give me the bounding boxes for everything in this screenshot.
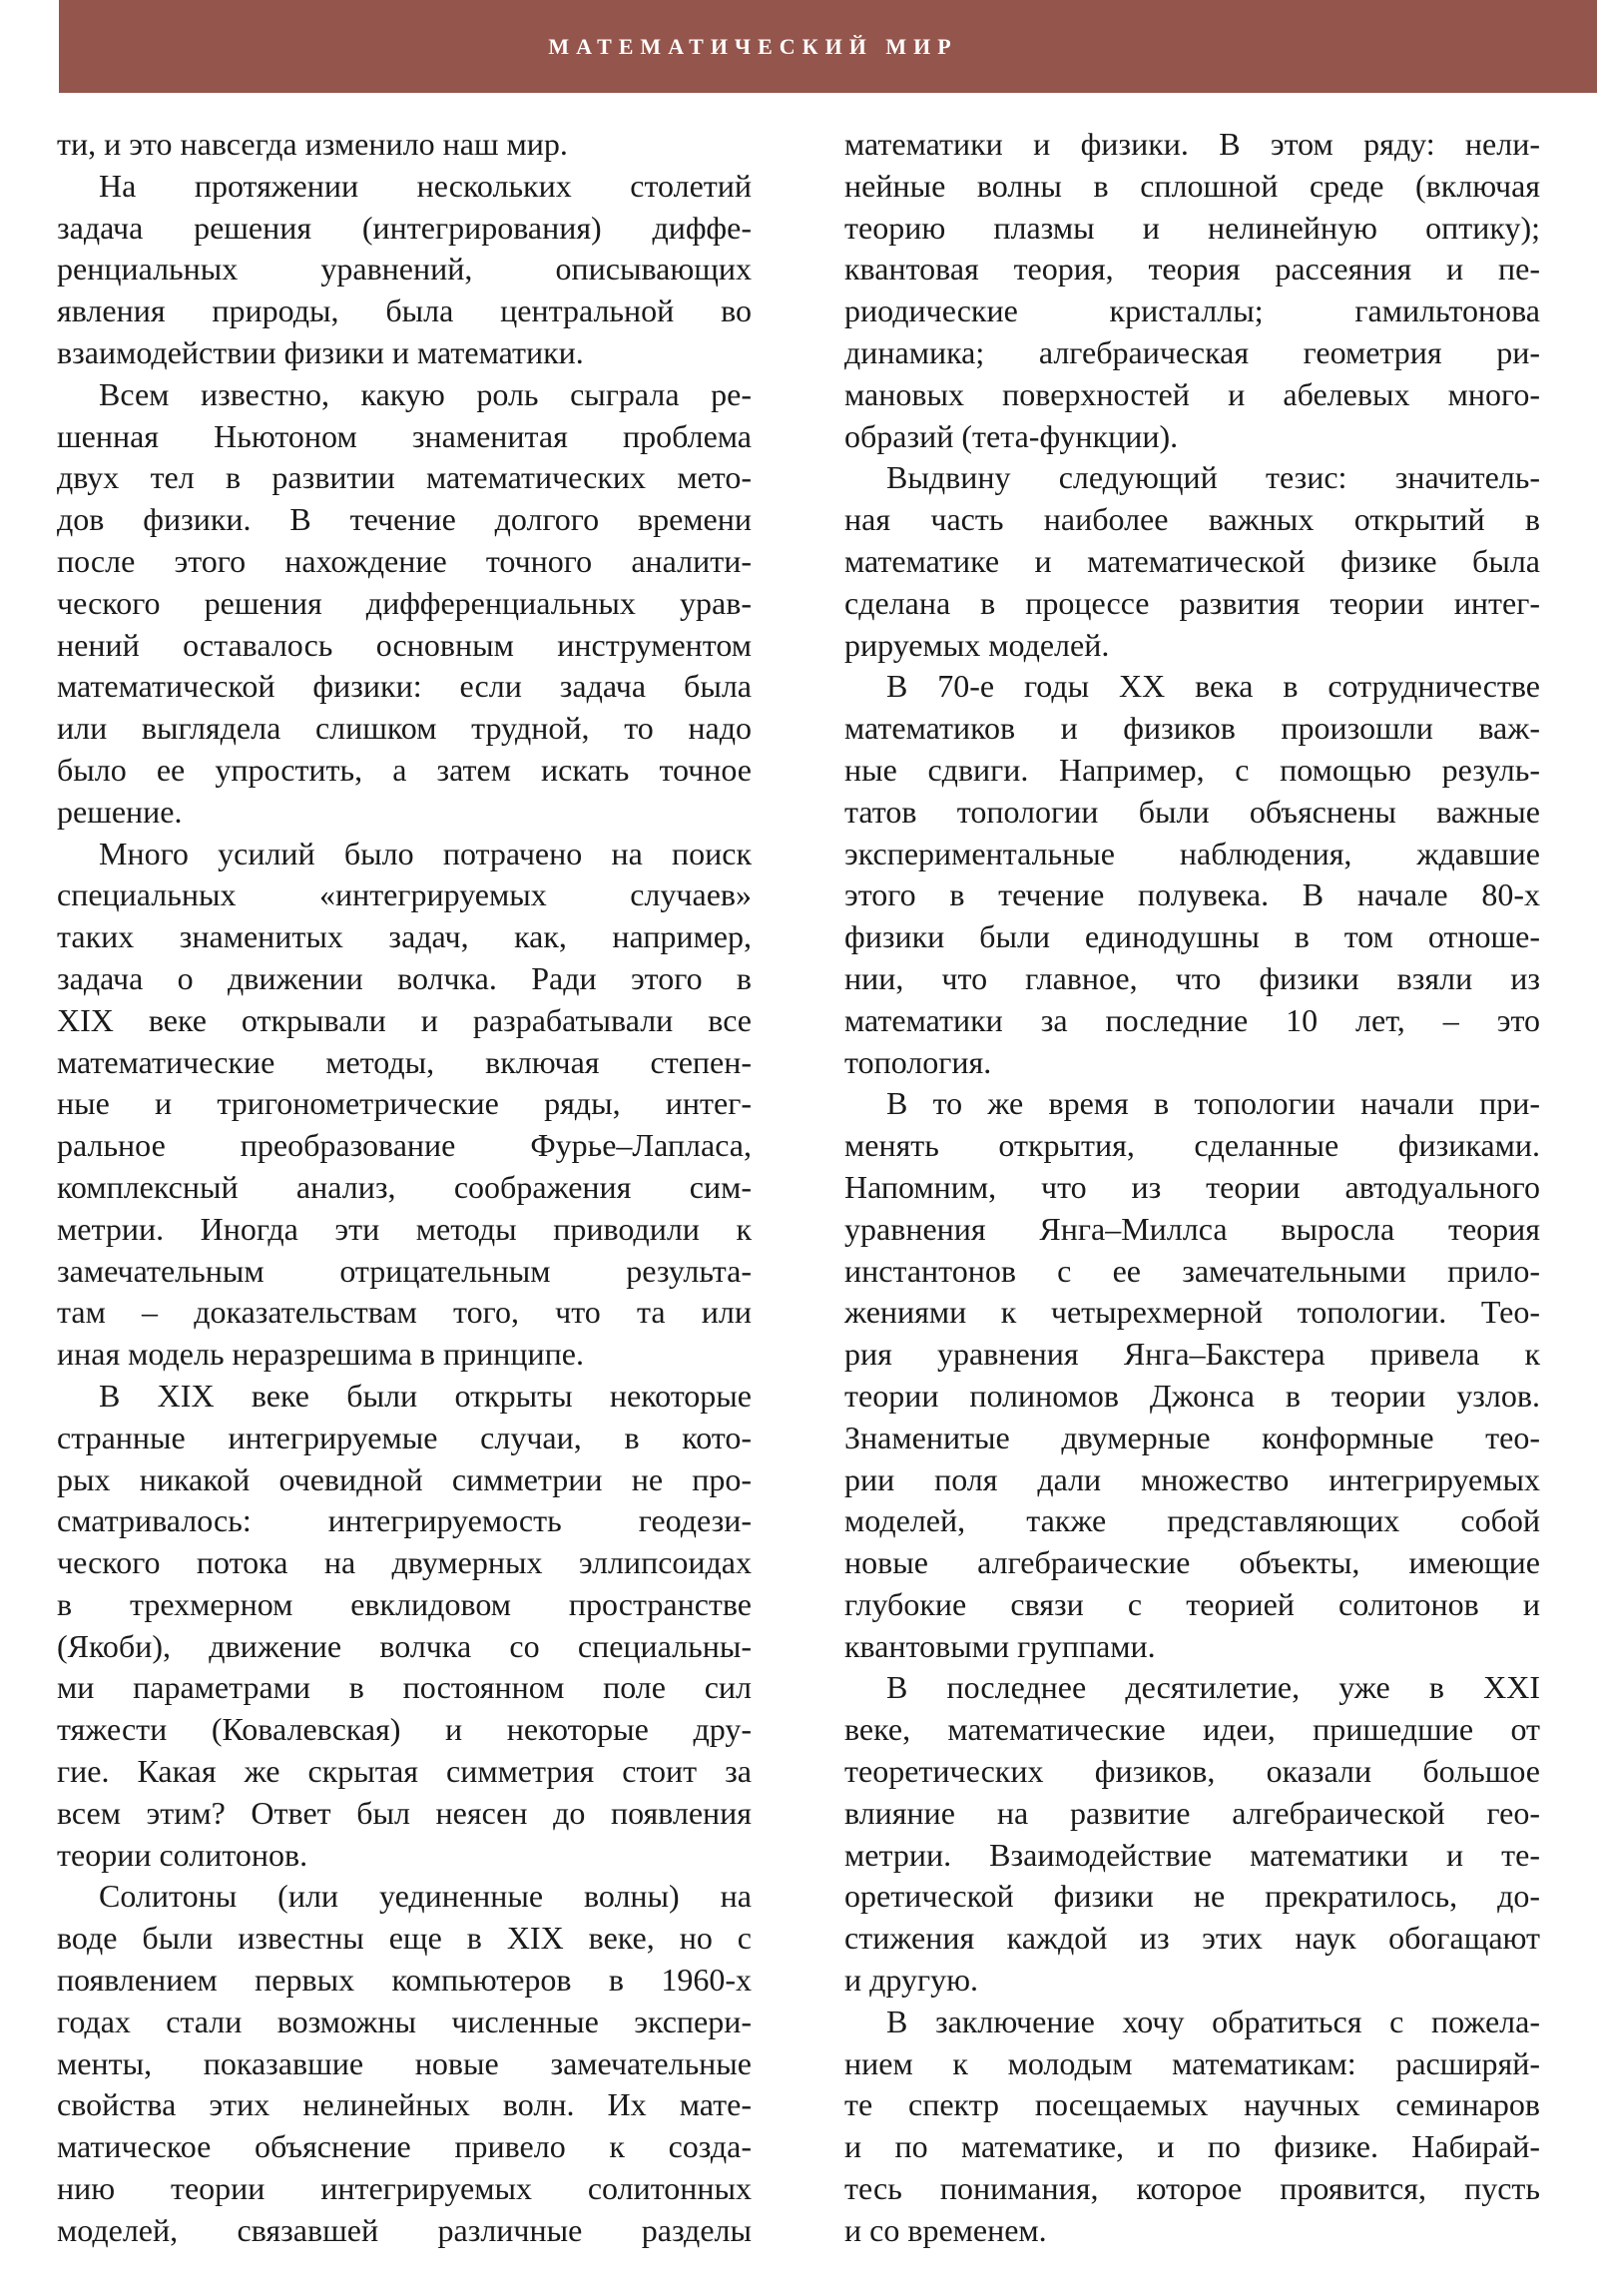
text-line: риодические кристаллы; гамильтонова bbox=[844, 292, 1540, 329]
text-line: теории полиномов Джонса в теории узлов. bbox=[844, 1377, 1540, 1414]
text-line: Много усилий было потрачено на поиск bbox=[99, 835, 752, 871]
text-line: ная часть наиболее важных открытий в bbox=[844, 501, 1540, 538]
text-line: свойства этих нелинейных волн. Их мате- bbox=[57, 2086, 752, 2123]
text-line: математики и физики. В этом ряду: нели- bbox=[844, 126, 1540, 162]
text-line: ми параметрами в постоянном поле сил bbox=[57, 1669, 752, 1706]
text-line: глубокие связи с теорией солитонов и bbox=[844, 1585, 1540, 1622]
text-line: XIX веке открывали и разрабатывали все bbox=[57, 1001, 752, 1038]
text-line: задача о движении волчка. Ради этого в bbox=[57, 959, 752, 996]
text-line: ренциальных уравнений, описывающих bbox=[57, 251, 752, 287]
text-line: всем этим? Ответ был неясен до появления bbox=[57, 1794, 752, 1831]
text-line: квантовая теория, теория рассеяния и пе- bbox=[844, 251, 1540, 287]
text-line: таких знаменитых задач, как, например, bbox=[57, 918, 752, 955]
text-line: моделей, связавшей различные разделы bbox=[57, 2211, 752, 2248]
text-line: мановых поверхностей и абелевых много- bbox=[844, 375, 1540, 412]
text-line: сматривалось: интегрируемость геодези- bbox=[57, 1502, 752, 1539]
text-line: тесь понимания, которое проявится, пусть bbox=[844, 2170, 1540, 2207]
text-line: явления природы, была центральной во bbox=[57, 292, 752, 329]
text-line: ные сдвиги. Например, с помощью резуль- bbox=[844, 751, 1540, 788]
text-line: образий (тета-функции). bbox=[844, 417, 1179, 454]
text-line: метрии. Иногда эти методы приводили к bbox=[57, 1210, 752, 1247]
text-line: ческого потока на двумерных эллипсоидах bbox=[57, 1544, 752, 1581]
text-line: комплексный анализ, соображения сим- bbox=[57, 1168, 752, 1205]
text-line: сделана в процессе развития теории интег- bbox=[844, 584, 1540, 621]
text-line: квантовыми группами. bbox=[844, 1627, 1156, 1664]
text-line: там – доказательствам того, что та или bbox=[57, 1294, 752, 1331]
text-line: нию теории интегрируемых солитонных bbox=[57, 2170, 752, 2207]
text-line: рии поля дали множество интегрируемых bbox=[844, 1460, 1540, 1497]
text-line: ральное преобразование Фурье–Лапласа, bbox=[57, 1127, 752, 1164]
text-line: татов топологии были объяснены важные bbox=[844, 793, 1540, 830]
text-line: и со временем. bbox=[844, 2211, 1047, 2248]
text-line: новые алгебраические объекты, имеющие bbox=[844, 1544, 1540, 1581]
text-line: теории солитонов. bbox=[57, 1836, 308, 1873]
text-line: годах стали возможны численные экспери- bbox=[57, 2003, 752, 2039]
text-line: Всем известно, какую роль сыграла ре- bbox=[99, 375, 752, 412]
text-line: экспериментальные наблюдения, ждавшие bbox=[844, 835, 1540, 871]
text-line: На протяжении нескольких столетий bbox=[99, 167, 752, 204]
text-line: динамика; алгебраическая геометрия ри- bbox=[844, 333, 1540, 370]
text-line: математические методы, включая степен- bbox=[57, 1043, 752, 1080]
text-line: ческого решения дифференциальных урав- bbox=[57, 584, 752, 621]
text-line: оретической физики не прекратилось, до- bbox=[844, 1878, 1540, 1915]
text-line: дов физики. В течение долгого времени bbox=[57, 501, 752, 538]
text-line: было ее упростить, а затем искать точное bbox=[57, 751, 752, 788]
text-line: или выглядела слишком трудной, то надо bbox=[57, 710, 752, 747]
text-line: специальных «интегрируемых случаев» bbox=[57, 876, 752, 913]
text-line: стижения каждой из этих наук обогащают bbox=[844, 1920, 1540, 1957]
text-line: воде были известны еще в XIX веке, но с bbox=[57, 1920, 752, 1957]
text-line: теорию плазмы и нелинейную оптику); bbox=[844, 209, 1540, 246]
text-line: нием к молодым математикам: расширяй- bbox=[844, 2044, 1540, 2081]
text-line: В XIX веке были открыты некоторые bbox=[99, 1377, 752, 1414]
text-line: физики были единодушны в том отноше- bbox=[844, 918, 1540, 955]
text-line: В то же время в топологии начали при- bbox=[886, 1085, 1540, 1122]
text-column-left bbox=[57, 124, 752, 2252]
text-line: Знаменитые двумерные конформные тео- bbox=[844, 1419, 1540, 1455]
text-line: уравнения Янга–Миллса выросла теория bbox=[844, 1210, 1540, 1247]
text-line: моделей, также представляющих собой bbox=[844, 1502, 1540, 1539]
text-line: метрии. Взаимодействие математики и те- bbox=[844, 1836, 1540, 1873]
text-line: матическое объяснение привело к созда- bbox=[57, 2128, 752, 2165]
text-line: и другую. bbox=[844, 1962, 979, 1999]
text-line: после этого нахождение точного аналити- bbox=[57, 542, 752, 579]
text-line: гие. Какая же скрытая симметрия стоит за bbox=[57, 1753, 752, 1790]
text-line: и по математике, и по физике. Набирай- bbox=[844, 2128, 1540, 2165]
text-line: рируемых моделей. bbox=[844, 626, 1110, 663]
text-line: нейные волны в сплошной среде (включая bbox=[844, 167, 1540, 204]
text-line: (Якоби), движение волчка со специальны- bbox=[57, 1627, 752, 1664]
text-line: этого в течение полувека. В начале 80-х bbox=[844, 876, 1540, 913]
text-line: задача решения (интегрирования) диффе- bbox=[57, 209, 752, 246]
text-line: топология. bbox=[844, 1043, 992, 1080]
text-line: Выдвину следующий тезис: значитель- bbox=[886, 459, 1540, 496]
text-line: менты, показавшие новые замечательные bbox=[57, 2044, 752, 2081]
text-line: нений оставалось основным инструментом bbox=[57, 626, 752, 663]
text-line: В последнее десятилетие, уже в XXI bbox=[886, 1669, 1540, 1706]
text-line: менять открытия, сделанные физиками. bbox=[844, 1127, 1540, 1164]
text-column-right bbox=[844, 124, 1540, 2252]
text-line: Солитоны (или уединенные волны) на bbox=[99, 1878, 752, 1915]
text-line: иная модель неразрешима в принципе. bbox=[57, 1336, 584, 1373]
text-line: инстантонов с ее замечательными прило- bbox=[844, 1252, 1540, 1289]
text-line: веке, математические идеи, пришедшие от bbox=[844, 1711, 1540, 1748]
text-line: ные и тригонометрические ряды, интег- bbox=[57, 1085, 752, 1122]
text-line: ти, и это навсегда изменило наш мир. bbox=[57, 126, 568, 162]
text-line: тяжести (Ковалевская) и некоторые дру- bbox=[57, 1711, 752, 1748]
text-line: странные интегрируемые случаи, в кото- bbox=[57, 1419, 752, 1455]
text-line: влияние на развитие алгебраической гео- bbox=[844, 1794, 1540, 1831]
text-line: замечательным отрицательным результа- bbox=[57, 1252, 752, 1289]
text-line: математиков и физиков произошли важ- bbox=[844, 710, 1540, 747]
text-line: рия уравнения Янга–Бакстера привела к bbox=[844, 1336, 1540, 1373]
text-line: теоретических физиков, оказали большое bbox=[844, 1753, 1540, 1790]
text-line: появлением первых компьютеров в 1960-х bbox=[57, 1962, 752, 1999]
section-title: МАТЕМАТИЧЕСКИЙ МИР bbox=[548, 33, 958, 59]
text-line: двух тел в развитии математических мето- bbox=[57, 459, 752, 496]
text-line: Напомним, что из теории автодуального bbox=[844, 1168, 1540, 1205]
text-line: шенная Ньютоном знаменитая проблема bbox=[57, 417, 752, 454]
text-line: взаимодействии физики и математики. bbox=[57, 333, 584, 370]
text-line: те спектр посещаемых научных семинаров bbox=[844, 2086, 1540, 2123]
text-line: в трехмерном евклидовом пространстве bbox=[57, 1585, 752, 1622]
text-line: В заключение хочу обратиться с пожела- bbox=[886, 2003, 1540, 2039]
text-line: жениями к четырехмерной топологии. Тео- bbox=[844, 1294, 1540, 1331]
text-line: нии, что главное, что физики взяли из bbox=[844, 959, 1540, 996]
text-line: рых никакой очевидной симметрии не про- bbox=[57, 1460, 752, 1497]
text-line: решение. bbox=[57, 793, 183, 830]
text-line: математики за последние 10 лет, – это bbox=[844, 1001, 1540, 1038]
text-line: математике и математической физике была bbox=[844, 542, 1540, 579]
running-header bbox=[59, 0, 1597, 93]
text-line: математической физики: если задача была bbox=[57, 668, 752, 705]
text-line: В 70-е годы XX века в сотрудничестве bbox=[886, 668, 1540, 705]
